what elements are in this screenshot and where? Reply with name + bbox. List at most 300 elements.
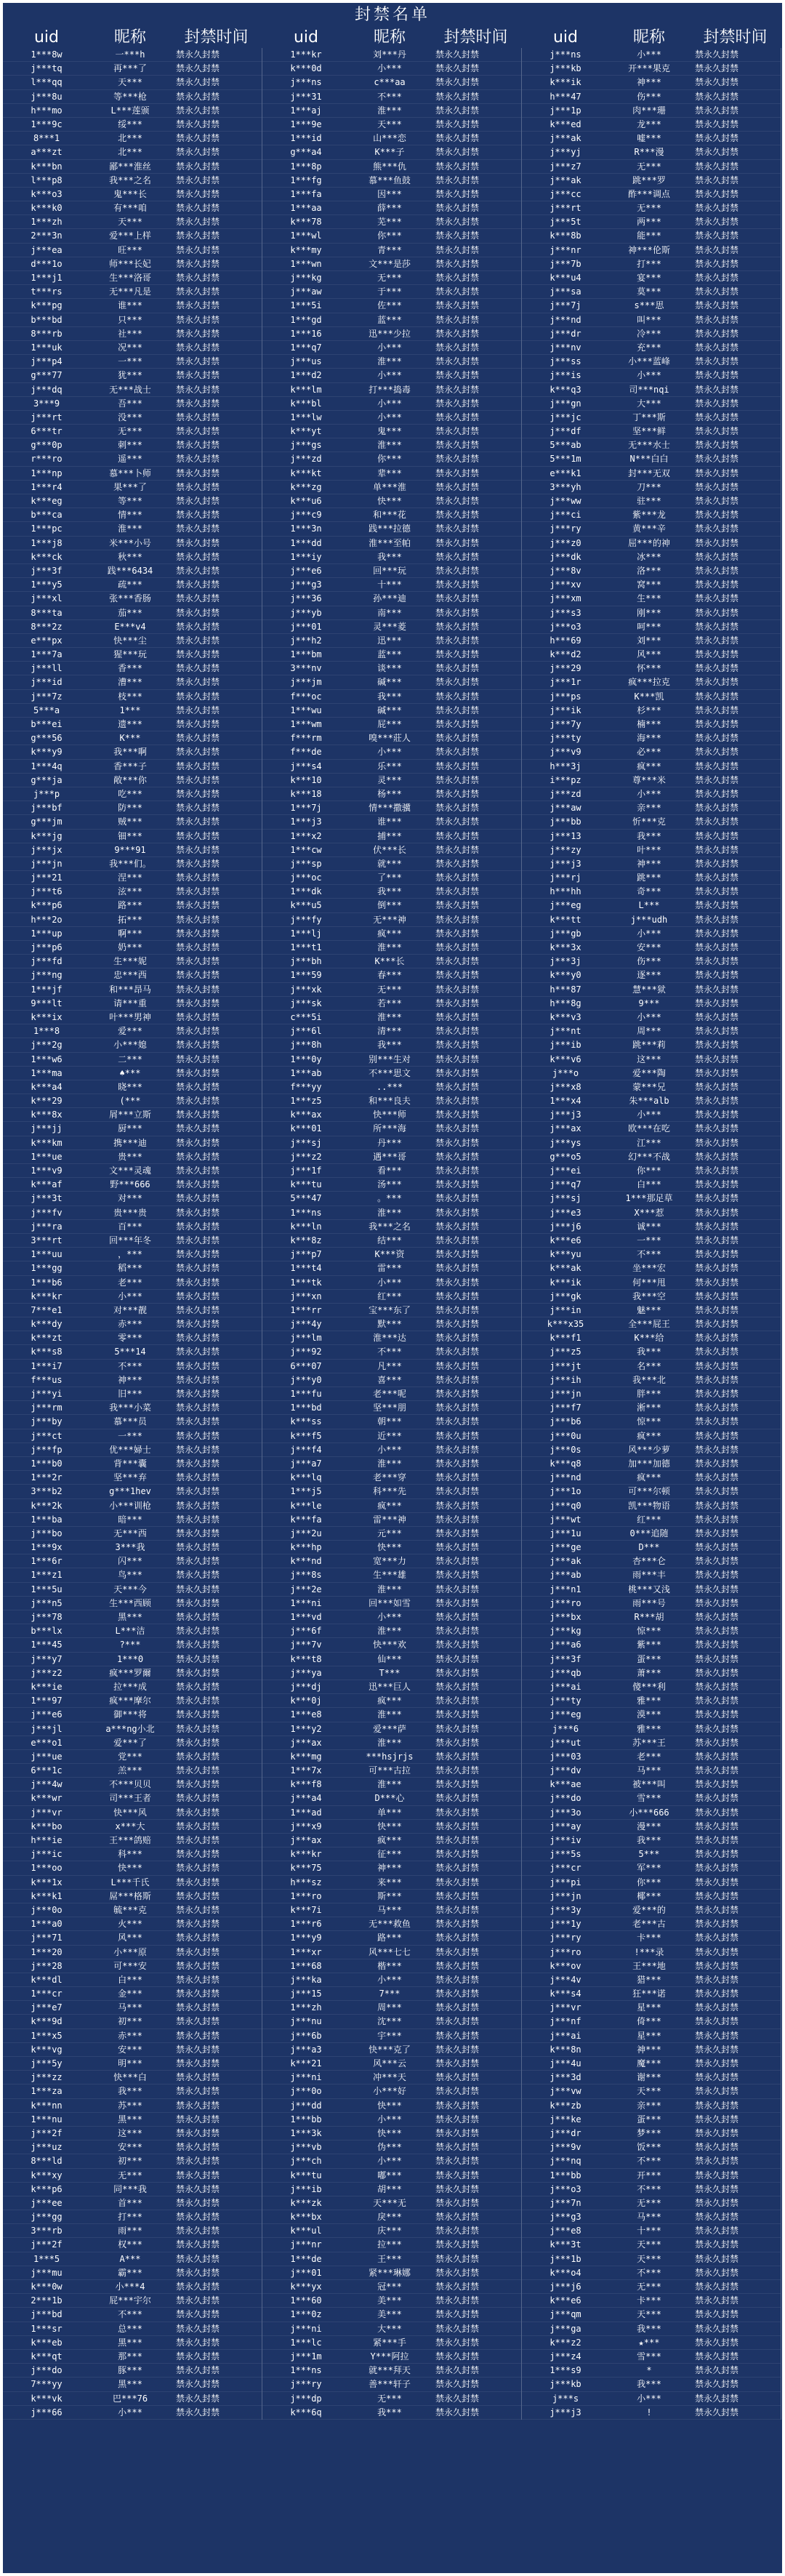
nickname-cell: 小*** <box>637 1011 661 1022</box>
table-row <box>262 913 521 927</box>
table-row <box>262 1946 521 1959</box>
uid-cell: k***u5 <box>290 900 322 911</box>
ban-time-cell: 禁永久封禁 <box>695 77 739 88</box>
table-row <box>3 1694 262 1708</box>
table-row <box>522 425 781 438</box>
uid-cell: k***fa <box>290 1514 322 1525</box>
table-row <box>3 2085 262 2098</box>
table-row <box>3 257 262 271</box>
table-row <box>3 2238 262 2252</box>
ban-time-cell: 禁永久封禁 <box>695 1430 739 1441</box>
nickname-cell: 跳***莉 <box>632 1040 666 1051</box>
uid-cell: 1***68 <box>290 1960 322 1971</box>
uid-cell: 1***bb <box>550 2170 581 2180</box>
nickname-cell: 初*** <box>118 2016 142 2027</box>
uid-cell: j***nu <box>290 2016 322 2027</box>
uid-cell: j***29 <box>550 663 581 674</box>
uid-cell: 1***r6 <box>290 1919 322 1930</box>
nickname-cell: 洛*** <box>637 565 661 576</box>
nickname-cell: 那*** <box>118 2351 142 2362</box>
ban-time-cell: 禁永久封禁 <box>176 2379 220 2390</box>
table-row <box>3 690 262 704</box>
table-row <box>262 592 521 606</box>
nickname-cell: 不***思文 <box>369 1067 411 1078</box>
uid-cell: j***ab <box>550 1570 581 1581</box>
nickname-cell: 嗅***莊人 <box>369 733 411 744</box>
nickname-cell: 朱***alb <box>629 1096 669 1107</box>
uid-cell: k***lq <box>290 1472 322 1483</box>
table-row <box>522 201 781 215</box>
uid-cell: j***6 <box>552 1723 579 1734</box>
uid-cell: j***cc <box>550 188 581 199</box>
ban-time-cell: 禁永久封禁 <box>695 1011 739 1022</box>
ban-time-cell: 禁永久封禁 <box>695 2197 739 2208</box>
ban-time-cell: 禁永久封禁 <box>695 691 739 702</box>
nickname-cell: 再***了 <box>113 63 147 74</box>
uid-cell: k***75 <box>290 1863 322 1874</box>
table-row <box>3 1610 262 1624</box>
table-row <box>3 271 262 285</box>
ban-time-cell: 禁永久封禁 <box>695 314 739 325</box>
ban-time-cell: 禁永久封禁 <box>435 858 480 869</box>
ban-time-cell: 禁永久封禁 <box>695 1151 739 1162</box>
ban-time-cell: 禁永久封禁 <box>695 1360 739 1371</box>
ban-time-cell: 禁永久封禁 <box>176 1096 220 1107</box>
ban-time-cell: 禁永久封禁 <box>176 2309 220 2320</box>
table-row <box>3 1136 262 1150</box>
table-row <box>262 369 521 382</box>
table-row <box>262 2183 521 2196</box>
uid-cell: 1***sr <box>31 2323 63 2334</box>
ban-time-cell: 禁永久封禁 <box>435 1640 480 1650</box>
nickname-cell: 冠*** <box>377 2282 402 2292</box>
nickname-cell: 龙*** <box>637 119 661 129</box>
table-row <box>262 1206 521 1220</box>
nickname-cell: 百*** <box>118 1221 142 1232</box>
table-row <box>3 1360 262 1373</box>
uid-cell: j***ge <box>550 1542 581 1553</box>
nickname-cell: 江*** <box>637 1137 661 1148</box>
ban-time-cell: 禁永久封禁 <box>435 803 480 814</box>
ban-time-cell: 禁永久封禁 <box>435 1486 480 1497</box>
table-row <box>262 118 521 132</box>
ban-time-cell: 禁永久封禁 <box>435 537 480 548</box>
table-row <box>522 90 781 104</box>
ban-time-cell: 禁永久封禁 <box>176 2016 220 2027</box>
table-row <box>522 160 781 174</box>
table-row <box>3 494 262 508</box>
table-row <box>3 160 262 174</box>
nickname-cell: 乐*** <box>377 761 402 771</box>
nickname-cell: 小*** <box>377 1277 402 1288</box>
nickname-cell: 拓*** <box>118 914 142 925</box>
ban-time-cell: 禁永久封禁 <box>435 1081 480 1092</box>
nickname-cell: 科*** <box>118 1849 142 1860</box>
uid-cell: j***4w <box>31 1779 63 1790</box>
table-row <box>522 913 781 927</box>
uid-cell: k***kr <box>31 1291 63 1301</box>
ban-list-panel <box>3 3 782 2573</box>
table-row <box>3 745 262 759</box>
nickname-cell: 米***小号 <box>109 537 151 548</box>
nickname-cell: 刀*** <box>637 481 661 492</box>
uid-cell: g***o5 <box>550 1151 581 1162</box>
nickname-cell: K***给 <box>634 1333 664 1344</box>
nickname-cell: 佐*** <box>377 300 402 311</box>
uid-cell: j***n1 <box>550 1584 581 1594</box>
uid-cell: 1***aj <box>290 105 322 116</box>
uid-cell: 1***x5 <box>31 2030 63 2041</box>
nickname-cell: 周*** <box>377 2002 402 2013</box>
table-row <box>3 2224 262 2238</box>
table-row <box>3 704 262 718</box>
nickname-cell: 这*** <box>637 1054 661 1064</box>
uid-cell: k***ae <box>550 1779 581 1790</box>
uid-cell: j***qm <box>550 2309 581 2320</box>
uid-cell: j***8h <box>290 1040 322 1051</box>
ban-time-cell: 禁永久封禁 <box>695 2044 739 2055</box>
nickname-cell: 宇*** <box>377 2030 402 2041</box>
table-row <box>262 1080 521 1094</box>
table-row <box>3 1834 262 1847</box>
table-row <box>3 2127 262 2140</box>
ban-time-cell: 禁永久封禁 <box>435 1040 480 1051</box>
table-row <box>3 760 262 774</box>
table-row <box>262 787 521 801</box>
uid-cell: 1***ad <box>290 1807 322 1818</box>
uid-cell: k***21 <box>290 2058 322 2069</box>
ban-time-cell: 禁永久封禁 <box>435 2295 480 2306</box>
uid-cell: j***nd <box>550 314 581 325</box>
uid-cell: j***e6 <box>31 1709 63 1720</box>
nickname-cell: 回***年冬 <box>109 1235 151 1245</box>
nickname-cell: 宴*** <box>637 273 661 283</box>
nickname-cell: 山***恋 <box>373 133 406 144</box>
ban-time-cell: 禁永久封禁 <box>435 1723 480 1734</box>
uid-cell: j***ry <box>550 523 581 534</box>
ban-time-cell: 禁永久封禁 <box>435 2058 480 2069</box>
nickname-cell: 何***甩 <box>632 1277 666 1288</box>
nickname-cell: Y***阿拉 <box>370 2351 409 2362</box>
ban-time-cell: 禁永久封禁 <box>176 481 220 492</box>
ban-time-cell: 禁永久封禁 <box>435 496 480 506</box>
ban-time-cell: 禁永久封禁 <box>435 2030 480 2041</box>
table-row <box>522 1903 781 1917</box>
nickname-cell: 仙*** <box>377 1653 402 1664</box>
nickname-cell: 晓*** <box>118 1081 142 1092</box>
nickname-cell: 叫*** <box>637 314 661 325</box>
uid-header: uid <box>293 28 319 47</box>
table-row <box>262 1791 521 1805</box>
nickname-cell: 毓***克 <box>113 1904 147 1915</box>
table-row <box>262 313 521 327</box>
ban-time-cell: 禁永久封禁 <box>695 412 739 422</box>
nickname-cell: 了*** <box>377 872 402 883</box>
table-row <box>262 1959 521 1973</box>
uid-cell: j***ai <box>550 2030 581 2041</box>
nickname-cell: K***长 <box>374 956 405 967</box>
ban-time-cell: 禁永久封禁 <box>435 217 480 228</box>
nickname-cell: K*** <box>119 733 141 744</box>
ban-time-cell: 禁永久封禁 <box>695 1026 739 1037</box>
table-row <box>262 2001 521 2015</box>
nickname-cell: 旺*** <box>118 244 142 255</box>
uid-cell: h***8g <box>550 998 581 1008</box>
table-row <box>522 397 781 411</box>
nickname-cell: 茄*** <box>118 607 142 618</box>
uid-cell: j***a7 <box>290 1458 322 1469</box>
table-row <box>522 1624 781 1638</box>
uid-cell: k***a4 <box>31 1081 63 1092</box>
nickname-cell: 爱*** <box>118 1026 142 1037</box>
uid-cell: j***kb <box>550 2379 581 2390</box>
ban-time-cell: 禁永久封禁 <box>435 2239 480 2250</box>
uid-cell: 1***xr <box>290 1946 322 1957</box>
table-row <box>262 1038 521 1052</box>
table-row <box>522 1164 781 1178</box>
uid-cell: 1***iy <box>290 551 322 562</box>
ban-time-cell: 禁永久封禁 <box>695 2407 739 2417</box>
ban-time-cell: 禁永久封禁 <box>435 1374 480 1385</box>
ban-time-cell: 禁永久封禁 <box>176 523 220 534</box>
table-row <box>262 2169 521 2183</box>
uid-cell: k***8n <box>550 2044 581 2055</box>
ban-time-cell: 禁永久封禁 <box>176 147 220 158</box>
ban-time-cell: 禁永久封禁 <box>176 63 220 74</box>
ban-time-cell: 禁永久封禁 <box>695 1096 739 1107</box>
ban-time-cell: 禁永久封禁 <box>435 1472 480 1483</box>
ban-time-cell: 禁永久封禁 <box>435 510 480 521</box>
uid-cell: 1***uu <box>31 1249 63 1260</box>
ban-time-cell: 禁永久封禁 <box>695 2086 739 2097</box>
uid-cell: j***ns <box>290 77 322 88</box>
uid-cell: j***28 <box>31 1960 63 1971</box>
nickname-cell: 御***将 <box>113 1709 147 1720</box>
ban-time-cell: 禁永久封禁 <box>176 2072 220 2083</box>
nickname-cell: 小*** <box>118 1291 142 1301</box>
uid-cell: 3***rb <box>31 2226 63 2236</box>
ban-time-cell: 禁永久封禁 <box>435 719 480 729</box>
nickname-cell: 无*** <box>637 161 661 172</box>
uid-cell: j***q0 <box>550 1500 581 1511</box>
uid-cell: h***69 <box>550 635 581 646</box>
uid-cell: j***6f <box>290 1626 322 1637</box>
uid-cell: j***eg <box>550 900 581 911</box>
uid-cell: k***v6 <box>550 1054 581 1064</box>
table-row <box>522 1527 781 1541</box>
ban-time-cell: 禁永久封禁 <box>435 1570 480 1581</box>
table-row <box>3 1011 262 1024</box>
table-row <box>522 1653 781 1666</box>
uid-cell: k***y0 <box>550 970 581 981</box>
ban-time-cell: 禁永久封禁 <box>695 2379 739 2390</box>
table-row <box>262 1304 521 1317</box>
table-row <box>262 2196 521 2210</box>
nickname-cell: 风***云 <box>373 2058 406 2069</box>
table-row <box>3 369 262 382</box>
uid-cell: j***e6 <box>290 565 322 576</box>
uid-cell: k***ix <box>31 1011 63 1022</box>
table-row <box>262 1499 521 1513</box>
uid-cell: 1***fu <box>290 1389 322 1399</box>
table-row <box>3 508 262 522</box>
uid-cell: j***y0 <box>290 1374 322 1385</box>
nickname-cell: 社*** <box>118 328 142 339</box>
table-row <box>262 244 521 257</box>
table-row <box>262 1987 521 2001</box>
uid-cell: 5***47 <box>290 1193 322 1204</box>
uid-cell: j***z4 <box>550 2351 581 2362</box>
table-row <box>262 2029 521 2043</box>
table-row <box>262 1067 521 1080</box>
ban-time-cell: 禁永久封禁 <box>176 2212 220 2223</box>
table-row <box>262 1527 521 1541</box>
nickname-cell: 1***那足草 <box>625 1193 673 1204</box>
uid-cell: j***rj <box>550 872 581 883</box>
nickname-cell: ***hsjrjs <box>366 1751 414 1762</box>
table-row <box>3 1345 262 1359</box>
uid-cell: j***31 <box>290 91 322 102</box>
uid-cell: l***qq <box>31 77 63 88</box>
ban-time-cell: 禁永久封禁 <box>695 440 739 451</box>
table-row <box>522 2364 781 2378</box>
ban-time-cell: 禁永久封禁 <box>176 1207 220 1218</box>
nickname-cell: 淮*** <box>377 1011 402 1022</box>
ban-time-cell: 禁永久封禁 <box>176 1528 220 1538</box>
table-row <box>3 830 262 843</box>
ban-time-cell: 禁永久封禁 <box>695 942 739 952</box>
uid-cell: k***xy <box>31 2170 63 2180</box>
uid-cell: j***21 <box>31 872 63 883</box>
ban-time-cell: 禁永久封禁 <box>435 677 480 688</box>
nickname-cell: 被***叫 <box>632 1779 666 1790</box>
ban-time-cell: 禁永久封禁 <box>176 2197 220 2208</box>
table-row <box>262 704 521 718</box>
table-row <box>262 2238 521 2252</box>
uid-cell: k***e6 <box>550 2295 581 2306</box>
uid-cell: k***tu <box>290 1179 322 1190</box>
uid-cell: b***lx <box>31 1626 63 1637</box>
uid-cell: 1***gg <box>31 1263 63 1274</box>
nickname-cell: 戾*** <box>377 2212 402 2223</box>
table-row <box>522 2322 781 2336</box>
ban-time-cell: 禁永久封禁 <box>176 1500 220 1511</box>
table-row <box>522 2169 781 2183</box>
nickname-cell: 雅*** <box>637 1723 661 1734</box>
table-row <box>262 229 521 243</box>
ban-time-cell: 禁永久封禁 <box>435 579 480 590</box>
table-row <box>3 564 262 578</box>
table-row <box>262 2392 521 2406</box>
uid-cell: e***px <box>31 635 63 646</box>
table-row <box>262 145 521 159</box>
nickname-cell: 小***666 <box>629 1807 669 1818</box>
uid-cell: j***0s <box>550 1444 581 1455</box>
ban-time-cell: 禁永久封禁 <box>695 1374 739 1385</box>
table-row <box>262 1053 521 1067</box>
ban-time-cell: 禁永久封禁 <box>435 147 480 158</box>
uid-cell: h***47 <box>550 91 581 102</box>
uid-cell: j***vr <box>550 2002 581 2013</box>
uid-cell: j***ni <box>290 2323 322 2334</box>
table-row <box>522 2015 781 2029</box>
uid-cell: j***ax <box>290 1835 322 1845</box>
ban-time-cell: 禁永久封禁 <box>695 2142 739 2153</box>
nickname-cell: 不*** <box>637 1249 661 1260</box>
ban-time-cell: 禁永久封禁 <box>695 1486 739 1497</box>
nickname-cell: 无*** <box>377 2393 402 2404</box>
nickname-cell: 两*** <box>637 217 661 228</box>
ban-time-cell: 禁永久封禁 <box>176 2156 220 2167</box>
table-row <box>522 1722 781 1736</box>
uid-cell: j***ib <box>290 2183 322 2194</box>
uid-cell: 1***y9 <box>290 1933 322 1943</box>
table-row <box>3 1597 262 1610</box>
ban-time-cell: 禁永久封禁 <box>176 1165 220 1176</box>
ban-time-cell: 禁永久封禁 <box>176 914 220 925</box>
nickname-cell: 二*** <box>118 1054 142 1064</box>
table-row <box>522 1220 781 1234</box>
ban-time-cell: 禁永久封禁 <box>695 774 739 785</box>
nickname-cell: 呵*** <box>637 621 661 632</box>
nickname-cell: 回***玩 <box>373 565 406 576</box>
uid-cell: 1***j8 <box>31 537 63 548</box>
ban-time-cell: 禁永久封禁 <box>695 1612 739 1622</box>
nickname-cell: K***子 <box>374 147 405 158</box>
uid-cell: j***xk <box>290 984 322 995</box>
nickname-cell: 我*** <box>637 1835 661 1845</box>
ban-time-cell: 禁永久封禁 <box>695 523 739 534</box>
ban-time-cell: 禁永久封禁 <box>435 705 480 715</box>
ban-time-cell: 禁永久封禁 <box>435 998 480 1008</box>
ban-time-cell: 禁永久封禁 <box>435 1542 480 1553</box>
uid-cell: j***in <box>550 1304 581 1315</box>
nickname-cell: 快*** <box>377 496 402 506</box>
uid-cell: 1***q7 <box>290 342 322 353</box>
nickname-cell: 天*** <box>637 2086 661 2097</box>
table-row <box>522 2308 781 2322</box>
nickname-cell: 南*** <box>377 607 402 618</box>
table-row <box>262 494 521 508</box>
nickname-cell: 钿*** <box>118 830 142 841</box>
nickname-cell: 火*** <box>118 1919 142 1930</box>
nickname-cell: 楷*** <box>377 1960 402 1971</box>
ban-time-cell: 禁永久封禁 <box>695 830 739 841</box>
nickname-cell: 灵***菱 <box>373 621 406 632</box>
uid-cell: j***bh <box>290 956 322 967</box>
uid-cell: 1***a0 <box>31 1919 63 1930</box>
nickname-cell: 小***4 <box>115 2282 145 2292</box>
uid-cell: j***nq <box>550 2156 581 2167</box>
uid-cell: 2***1b <box>31 2295 63 2306</box>
uid-cell: 1***np <box>31 468 63 478</box>
table-row <box>262 1931 521 1945</box>
uid-cell: j***ss <box>550 356 581 367</box>
ban-time-cell: 禁永久封禁 <box>176 1151 220 1162</box>
nickname-cell: 回***如雪 <box>369 1597 411 1608</box>
ban-time-cell: 禁永久封禁 <box>435 1584 480 1594</box>
ban-time-cell: 禁永久封禁 <box>176 1137 220 1148</box>
nickname-cell: 雨***丰 <box>632 1570 666 1581</box>
table-row <box>522 452 781 466</box>
table-row <box>3 48 262 62</box>
uid-cell: j***h2 <box>290 635 322 646</box>
table-row <box>3 411 262 425</box>
uid-cell: j***nt <box>550 1026 581 1037</box>
uid-cell: k***le <box>290 1500 322 1511</box>
table-row <box>262 341 521 355</box>
nickname-cell: 野***666 <box>110 1179 150 1190</box>
